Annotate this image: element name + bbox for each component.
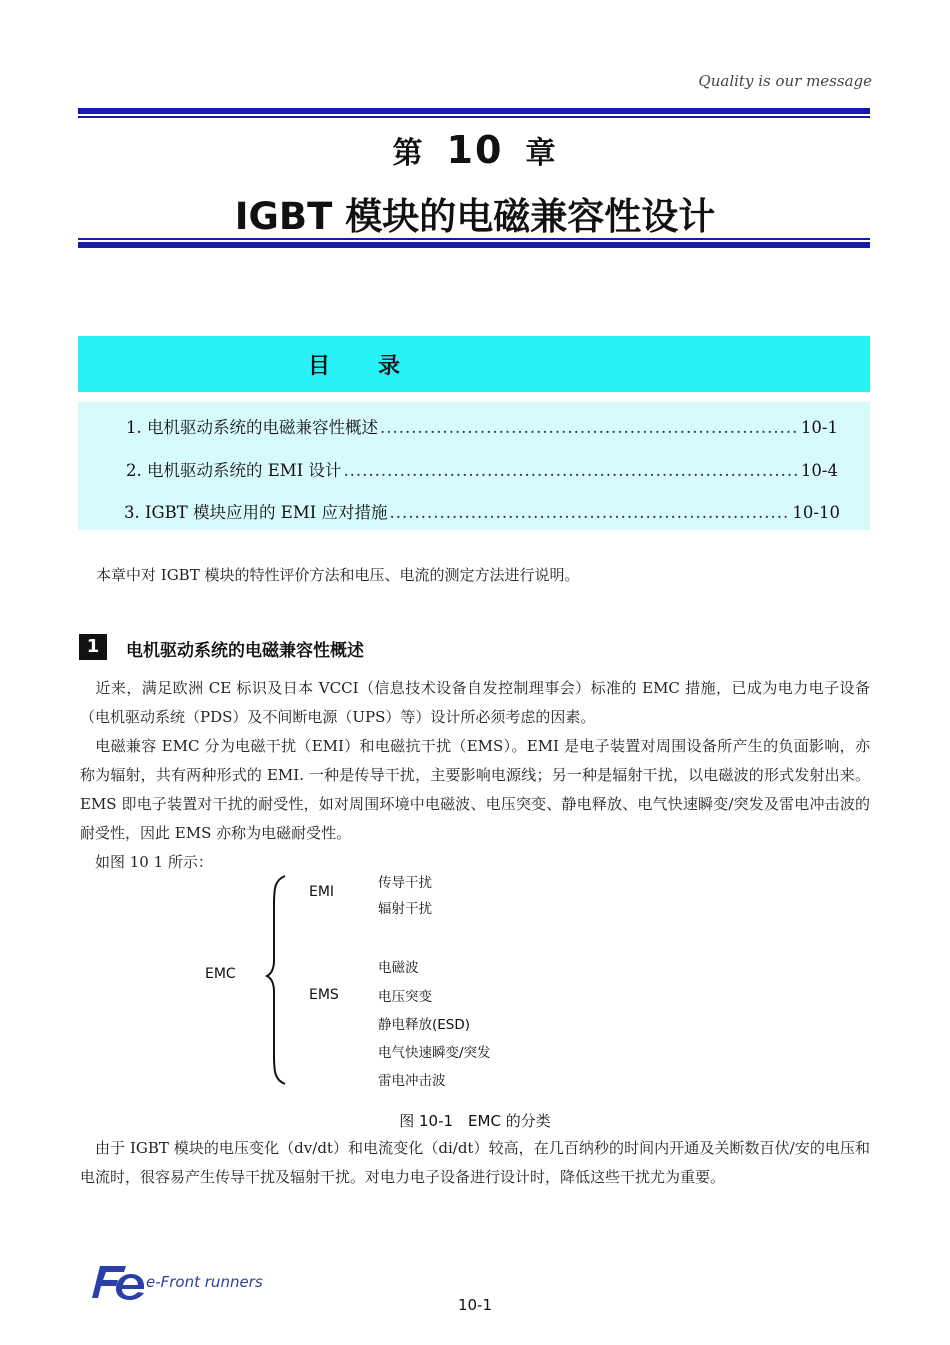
toc-item[interactable] [126, 414, 838, 438]
figure-root-label: EMC [205, 966, 236, 982]
toc-item[interactable] [126, 457, 838, 481]
toc-item-label: 3. IGBT 模块应用的 EMI 应对措施 [124, 503, 388, 522]
toc-item-page: 10-10 [792, 503, 840, 522]
header-tagline: Quality is our message [698, 72, 872, 90]
chapter-number: 10 [446, 128, 504, 172]
paragraph: 近来，满足欧洲 CE 标识及日本 VCCI（信息技术设备自发控制理事会）标准的 EMC 措施，已成为电力电子设备（电机驱动系统（PDS）及不间断电源（UPS）等）设计所必须考虑的因素。 [80, 679, 870, 726]
chapter-suffix: 章 [525, 136, 558, 171]
figure-ems-item: 电气快速瞬变/突发 [378, 1045, 491, 1061]
figure-ems-label: EMS [309, 987, 339, 1003]
page-number: 10-1 [457, 1296, 493, 1314]
toc-item[interactable] [124, 499, 840, 523]
toc-list [78, 402, 870, 530]
figure-ems-item: 雷电冲击波 [378, 1073, 446, 1089]
section-title: 电机驱动系统的电磁兼容性概述 [126, 641, 364, 661]
toc-heading: 目录 [308, 354, 449, 379]
figure-emi-item: 传导干扰 [378, 875, 432, 891]
toc-item-page: 10-4 [800, 461, 838, 480]
toc-item-page: 10-1 [800, 418, 838, 437]
toc-leader [390, 503, 791, 522]
chapter-prefix: 第 [392, 136, 425, 171]
brace-icon [265, 874, 295, 1086]
toc-item-label: 1. 电机驱动系统的电磁兼容性概述 [126, 418, 378, 437]
intro-text: 本章中对 IGBT 模块的特性评价方法和电压、电流的测定方法进行说明。 [96, 566, 580, 584]
figure-ems-item: 静电释放(ESD) [378, 1017, 471, 1033]
paragraph: 由于 IGBT 模块的电压变化（dv/dt）和电流变化（di/dt）较高，在几百纳秒的时间内开通及关断数百伏/安的电压和电流时，很容易产生传导干扰及辐射干扰。对电力电子设备进行设计时，降低这些干扰尤为重要。 [80, 1139, 870, 1186]
chapter-title: IGBT 模块的电磁兼容性设计 [234, 195, 716, 238]
paragraph: 如图 10 1 所示： [80, 853, 213, 871]
figure-caption: 图 10-1 EMC 的分类 [399, 1112, 551, 1130]
paragraph: 电磁兼容 EMC 分为电磁干扰（EMI）和电磁抗干扰（EMS）。EMI 是电子装置对周围设备所产生的负面影响，亦称为辐射，共有两种形式的 EMI. 一种是传导干扰，主要影响电源线；另一种是辐射干扰，以电磁波的形式发射出来。EMS 即电子装置对干扰的耐受性，如对周围环境中电磁波、电压突变、静电释放、电气快速瞬变/突发及雷电冲击波的耐受性，因此 EMS 亦称为电磁耐受性。 [80, 737, 870, 842]
figure-emi-label: EMI [309, 884, 335, 900]
logo-text: e-Front runners [146, 1273, 263, 1291]
toc-leader [380, 418, 799, 437]
figure-ems-item: 电磁波 [378, 960, 419, 976]
bottom-rule [78, 238, 870, 248]
figure-emi-item: 辐射干扰 [378, 901, 432, 917]
toc-leader [343, 461, 798, 480]
chapter-number-line [0, 128, 950, 172]
toc-item-label: 2. 电机驱动系统的 EMI 设计 [126, 461, 342, 480]
figure-ems-item: 电压突变 [378, 989, 432, 1005]
toc-header [78, 336, 870, 392]
top-rule [78, 108, 870, 118]
section-number-badge: 1 [79, 634, 107, 660]
